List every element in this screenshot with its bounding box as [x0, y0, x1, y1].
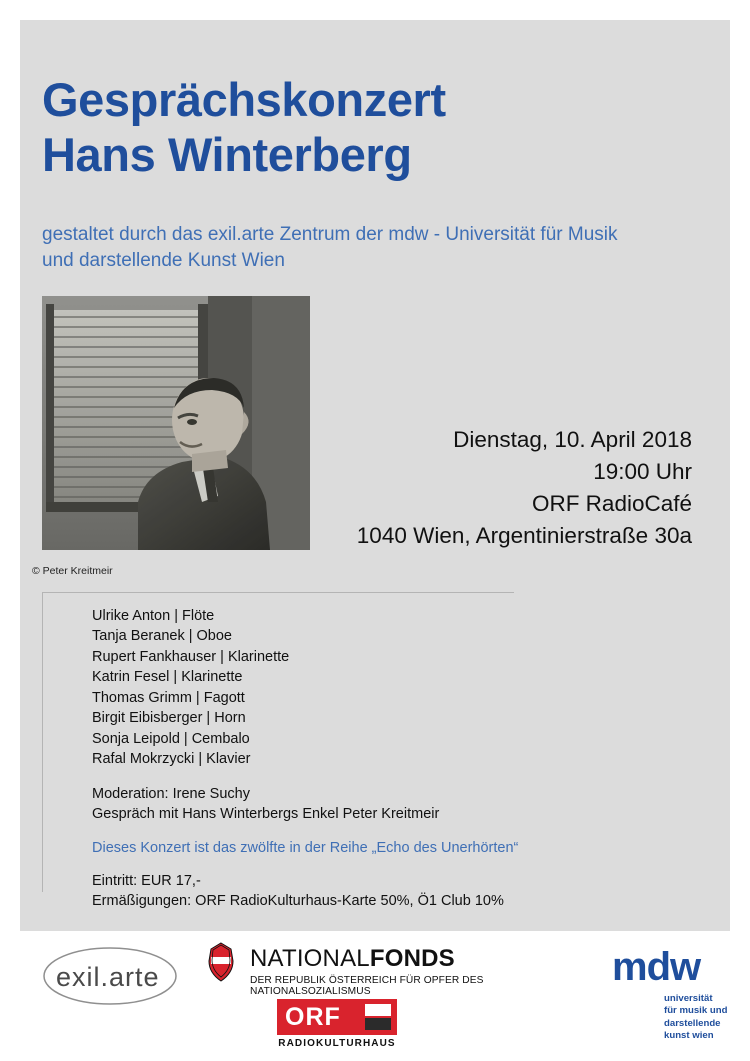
orf-logo: [277, 999, 477, 1055]
orf-square-white: [365, 1004, 391, 1016]
ticket-info: [92, 871, 504, 912]
list-item: Thomas Grimm | Fagott: [92, 689, 245, 706]
portrait-photo-image: [42, 296, 310, 550]
poster-subtitle: gestaltet durch das exil.arte Zentrum der mdw - Universität für Musik und darstellende Kunst Wien: [42, 224, 618, 272]
list-item: Sonja Leipold | Cembalo: [92, 730, 250, 747]
horizontal-divider: [42, 592, 514, 593]
ticket-discounts: Ermäßigungen: ORF RadioKulturhaus-Karte 50%, Ö1 Club 10%: [92, 893, 504, 910]
mdw-line-2: für musik und: [664, 1005, 728, 1017]
nationalfonds-title-bold: FONDS: [369, 945, 455, 972]
performer-list: [92, 606, 289, 770]
exilarte-logo-mark: [42, 943, 202, 1009]
orf-square-dark: [365, 1018, 391, 1030]
portrait-photo: [42, 296, 310, 550]
series-note: Dieses Konzert ist das zwölfte in der Reihe „Echo des Unerhörten“: [92, 840, 519, 856]
ticket-price: Eintritt: EUR 17,-: [92, 873, 201, 889]
exilarte-logo: [42, 943, 202, 1009]
svg-text:exil.arte: exil.arte: [56, 962, 160, 992]
list-item: Tanja Beranek | Oboe: [92, 628, 232, 645]
moderation-line: Moderation: Irene Suchy: [92, 786, 250, 802]
list-item: Rafal Mokrzycki | Klavier: [92, 751, 251, 768]
mdw-line-1: universität: [664, 993, 713, 1004]
title-line-2: Hans Winterberg: [42, 128, 412, 182]
list-item: Rupert Fankhauser | Klarinette: [92, 648, 290, 665]
event-time: 19:00 Uhr: [593, 458, 692, 484]
nationalfonds-subtitle: DER REPUBLIK ÖSTERREICH FÜR OPFER DES NATIONALSOZIALISMUS: [250, 975, 484, 997]
orf-mark: ORF: [285, 1003, 341, 1031]
poster-title: [42, 72, 692, 183]
list-item: Birgit Eibisberger | Horn: [92, 710, 246, 727]
mdw-line-3: darstellende: [664, 1017, 721, 1029]
conversation-line: Gespräch mit Hans Winterbergs Enkel Peter Kreitmeir: [92, 806, 440, 823]
nationalfonds-title: [250, 945, 455, 973]
vertical-divider: [42, 592, 43, 892]
photo-credit: © Peter Kreitmeir: [32, 565, 113, 577]
event-date: Dienstag, 10. April 2018: [453, 427, 692, 452]
orf-subtitle: RADIOKULTURHAUS: [278, 1038, 396, 1049]
list-item: Katrin Fesel | Klarinette: [92, 669, 243, 686]
list-item: Ulrike Anton | Flöte: [92, 608, 215, 624]
orf-box: [277, 999, 397, 1035]
footer-logos: [0, 931, 750, 1061]
nationalfonds-title-light: NATIONAL: [250, 945, 370, 972]
mdw-description: [664, 993, 727, 1042]
event-venue: ORF RadioCafé: [531, 490, 692, 516]
austrian-eagle-icon: [200, 941, 242, 985]
nationalfonds-logo: [200, 939, 572, 997]
event-address: 1040 Wien, Argentinierstraße 30a: [356, 522, 692, 548]
mdw-line-4: kunst wien: [664, 1029, 714, 1041]
mdw-logo: [612, 947, 732, 1043]
mdw-mark: mdw: [612, 945, 701, 989]
moderation-block: [92, 784, 439, 825]
title-line-1: Gesprächskonzert: [42, 73, 446, 126]
event-details: [357, 424, 692, 552]
